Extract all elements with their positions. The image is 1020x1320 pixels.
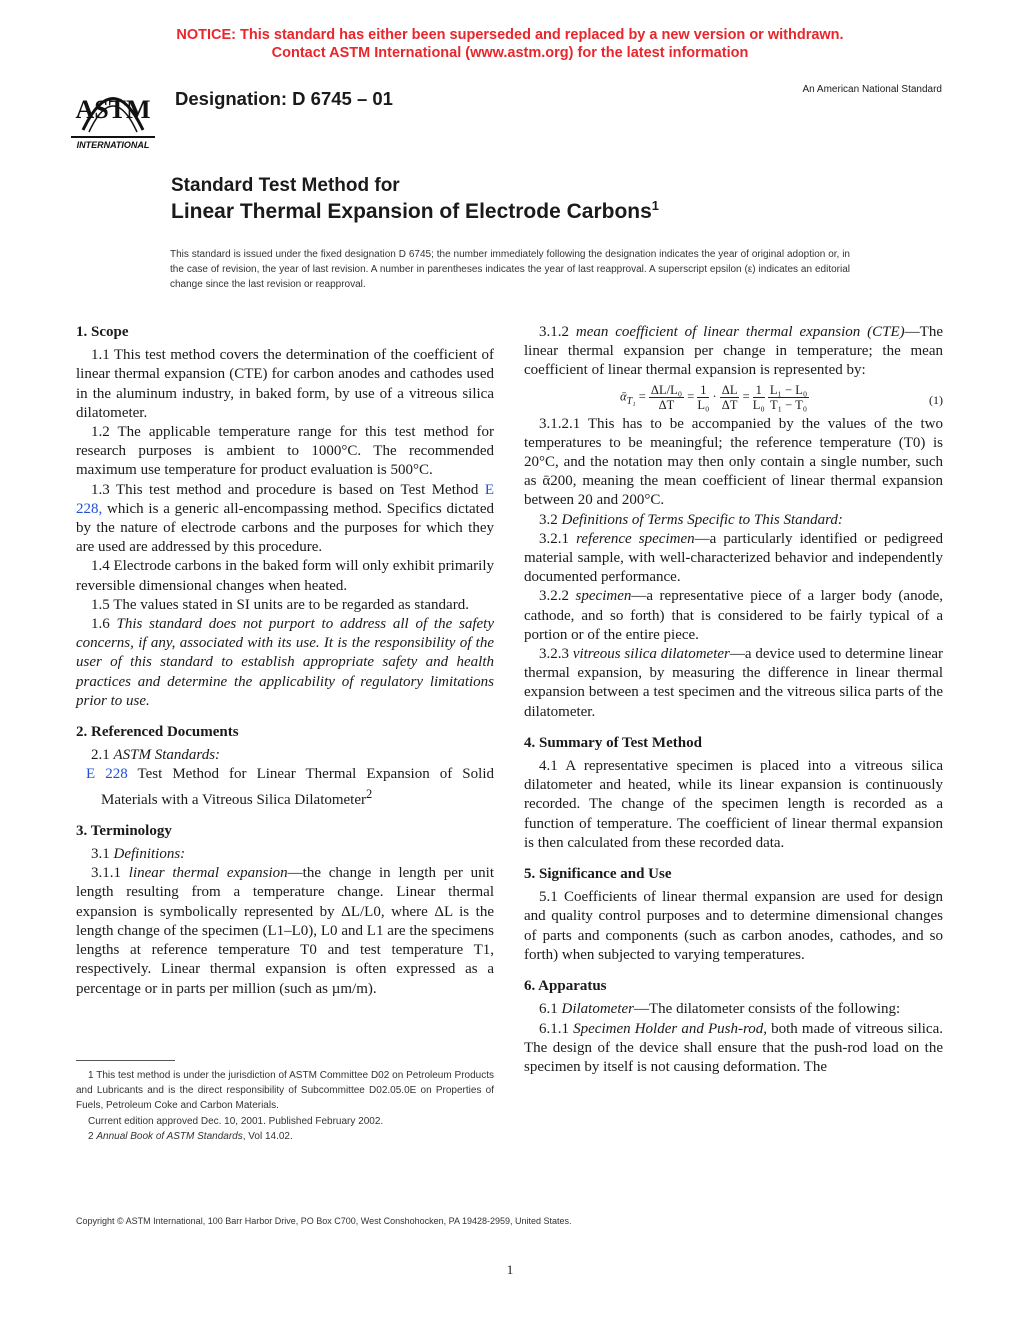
designation: Designation: D 6745 – 01 [175,88,393,109]
para-3-2-text: Definitions of Terms Specific to This Standard: [561,511,843,528]
para-3-2-1-text: —a particularly identified or pedigreed material sample, with well-characterized behavior and independently documented performance. [524,530,944,586]
para-3-2 [524,511,943,530]
title-line-2 [171,198,659,224]
ref-e228-text: Test Method for Linear Thermal Expansion of Solid Materials with a Vitreous Silica Dilatometer [101,766,494,808]
footnote-rule [76,1060,175,1061]
para-3-1 [76,845,494,864]
notice-line-1: NOTICE: This standard has either been superseded and replaced by a new version or withdrawn. [176,27,844,43]
footnote-1-b: Current edition approved Dec. 10, 2001. Published February 2002. [88,1115,384,1127]
para-1-5: 1.5 The values stated in SI units are to be regarded as standard. [91,596,469,613]
para-3-1-text: Definitions: [113,846,186,863]
para-3-2-3-text: —a device used to determine linear thermal expansion, by measuring the difference in linear thermal expansion between a test specimen and the vitreous silica parts of the dilatometer. [524,646,943,720]
para-1-3-text: 1.3 This test method and procedure is based on Test Method [91,481,479,498]
issued-note: This standard is issued under the fixed designation D 6745; the number immediately following the designation indicates the year of original adoption or, in the case of revision, the year of last revision. A number in parentheses indicates the year of last reapproval. A superscript epsilon (ε) indicates an editorial change since the last revision or reapproval. [170,249,850,290]
section-1-heading: 1. Scope [76,324,129,340]
section-3-heading: 3. Terminology [76,822,172,839]
para-3-2-2-term: specimen [575,588,632,605]
para-1-2: 1.2 The applicable temperature range for this test method for research purposes is ambient to 1000°C. The recommended maximum use temperature for product evaluation is 500°C. [76,424,494,479]
para-6-1-num: 6.1 [539,1001,562,1018]
para-3-2-1-term: reference specimen [576,530,695,547]
para-3-1-2-term: mean coefficient of linear thermal expansion (CTE) [575,324,905,340]
ref-e228-sup: 2 [366,786,373,801]
para-3-2-3-num: 3.2.3 [539,646,573,663]
para-6-1-1-term: Specimen Holder and Push-rod, [573,1020,767,1037]
para-6-1-1 [524,1020,943,1078]
para-1-3 [76,481,494,558]
section-2-heading: 2. Referenced Documents [76,724,239,741]
footnotes [76,1068,494,1144]
para-3-1-1-text: —the change in length per unit length resulting from a temperature change. Linear thermal expansion is symbolically represented by ΔL/L0, where ΔL is the length change of the specimen (L1–L0), L0 and L1 are the specimens lengths at reference temperature T0 and test temperature T1, respectively. Linear thermal expansion is often expressed as a percentage or in parts per million (such as µm/m). [76,865,494,997]
para-3-1-2-num: 3.1.2 [539,324,576,340]
footnote-1: 1 This test method is under the jurisdiction of ASTM Committee D02 on Petroleum Products and Lubricants and is the direct responsibility of Subcommittee D02.05.0E on Properties of Fuels, Petroleum Coke and Carbon Materials. [76,1070,494,1112]
para-3-2-1-num: 3.2.1 [539,530,577,547]
para-3-2-3-term: vitreous silica dilatometer [572,646,730,663]
section-4-heading: 4. Summary of Test Method [524,734,702,751]
para-3-1-num: 3.1 [91,846,114,863]
page-number: 1 [506,1262,514,1277]
para-1-6 [76,615,494,711]
para-3-1-1-num: 3.1.1 [91,865,129,882]
para-6-1 [524,1000,943,1019]
para-5-1: 5.1 Coefficients of linear thermal expansion are used for design and quality control purposes and to determine dimensional changes of parts and components (such as carbon anodes, cathodes, and so forth) when subjected to varying temperatures. [524,889,943,963]
link-e228[interactable]: E 228, [76,481,495,517]
para-6-1-term: Dilatometer [561,1001,634,1018]
title-line-1: Standard Test Method for [171,175,400,196]
section-5-heading: 5. Significance and Use [524,866,672,883]
para-1-1: 1.1 This test method covers the determination of the coefficient of linear thermal expansion (CTE) for carbon anodes and cathodes used in the aluminum industry, in baked form, by use of a vitreous silica dilatometer. [76,347,494,421]
para-6-1-text: —The dilatometer consists of the following: [634,1001,901,1018]
supersession-notice [0,26,1020,62]
para-6-1-1-text: both made of vitreous silica. The design of the device shall ensure that the push-rod load on the specimen by itself is not causing deformation. The [524,1020,943,1075]
para-3-2-2 [524,587,943,645]
equation-number: (1) [929,392,943,407]
para-2-1-text: ASTM Standards: [113,747,221,764]
para-3-2-num: 3.2 [539,511,562,528]
copyright: Copyright © ASTM International, 100 Barr Harbor Drive, PO Box C700, West Conshohocken, PA 19428-2959, United States. [76,1216,572,1226]
para-3-2-1 [524,530,943,588]
astm-logo [63,72,163,154]
left-column [76,323,494,999]
para-1-3-text-b: which is a generic all-encompassing method. Specifics dictated by the nature of electrode carbons and the purposes for which they are used are addressed by this procedure. [76,500,494,556]
para-3-1-2-1: 3.1.2.1 This has to be accompanied by the values of the two temperatures to be meaningful; the reference temperature (T0) is 20°C, and the notation may then only contain a single number, such as ᾱ200, meaning the mean coefficient of linear thermal expansion between 20 and 200°C. [524,415,943,509]
para-3-1-1-term: linear thermal expansion [128,865,288,882]
american-national-standard: An American National Standard [802,84,942,95]
para-3-1-2 [524,323,943,381]
para-3-1-2-text: —The linear thermal expansion per change in temperature; the mean coefficient of linear thermal expansion is represented by: [524,324,943,379]
para-3-1-1 [76,864,494,998]
footnote-2-title: Annual Book of ASTM Standards [96,1130,243,1142]
title-text: Linear Thermal Expansion of Electrode Carbons [171,200,652,223]
para-6-1-1-num: 6.1.1 [539,1020,574,1037]
notice-line-2: Contact ASTM International (www.astm.org) for the latest information [271,45,749,61]
footnote-2-vol: , Vol 14.02. [242,1130,293,1142]
para-1-4: 1.4 Electrode carbons in the baked form will only exhibit primarily reversible dimensional changes when heated. [76,558,494,594]
logo-subtext: INTERNATIONAL [76,140,150,150]
para-3-2-3 [524,645,943,722]
footnote-2 [76,1129,494,1144]
para-3-2-2-text: —a representative piece of a larger body (anode, cathode, and so forth) that is considered to be fairly typical of a portion or of the entire piece. [524,588,943,643]
equation-1 [524,381,943,415]
para-1-6-num: 1.6 [91,616,117,633]
title-footnote-marker: 1 [651,198,660,213]
logo-text: ASTM [75,95,151,124]
para-3-2-2-num: 3.2.2 [539,588,576,605]
equation-body: ᾱ$_{T_1}$ = $\frac{\text{ΔL/L₀}}{\Delta T}$ = $\frac{1}{\text{L₀}}$ · $\frac{\Delta L}{\Delta T}$ = $\frac{1}{\text{L₀}}$ $\frac{\text{L₁ − L₀}}{\text{T₁ − T₀}}$ [620,382,808,412]
para-2-1 [76,746,494,765]
section-6-heading: 6. Apparatus [524,978,607,995]
footnote-2-num: 2 [88,1130,97,1142]
para-1-6-text: This standard does not purport to address all of the safety concerns, if any, associated with its use. It is the responsibility of the user of this standard to establish appropriate safety and health practices and determine the applicability of regulatory limitations prior to use. [76,616,495,709]
ref-e228-link[interactable]: E 228 [86,766,128,783]
right-column [524,323,943,1077]
ref-e228 [76,765,494,809]
para-4-1: 4.1 A representative specimen is placed into a vitreous silica dilatometer and heated, while its linear expansion is continuously recorded. The change of the specimen length is recorded as a function of temperature. The coefficient of linear thermal expansion is then calculated from these recorded data. [524,758,943,851]
para-2-1-num: 2.1 [91,747,114,764]
